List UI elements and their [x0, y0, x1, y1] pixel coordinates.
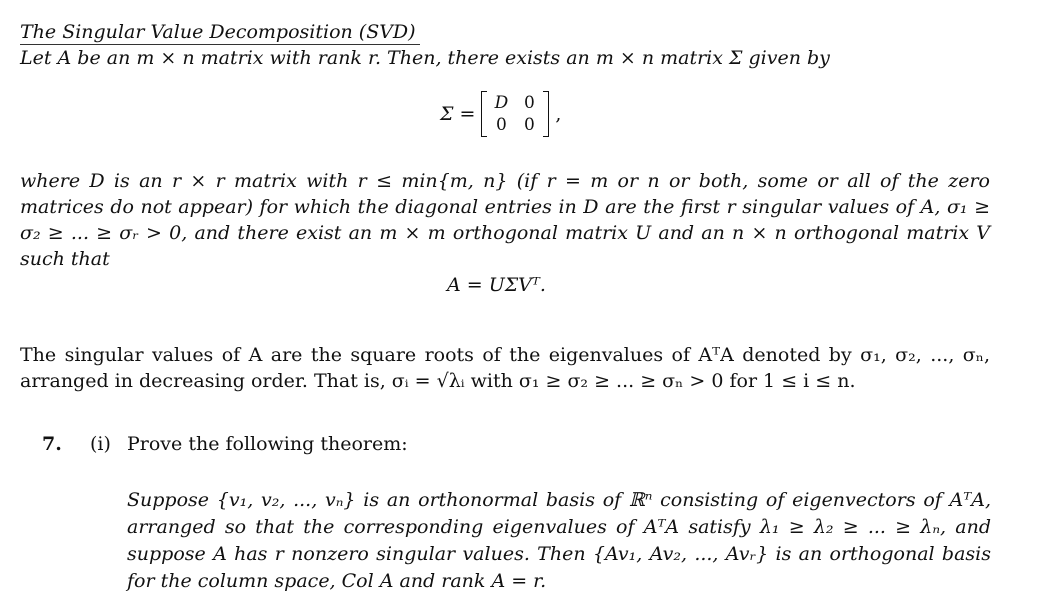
question-number: 7. — [42, 433, 62, 455]
sigma-lhs: Σ = — [440, 103, 476, 125]
matrix-cell-d: D — [494, 93, 509, 113]
where-paragraph: where D is an r × r matrix with r ≤ min{m, n} (if r = m or n or both, some or all of the zero matrices do not appear) for which the diagonal entries in D are the first r singular values of A, σ₁ ≥ σ₂ ≥ ... ≥ σᵣ > 0, and there exist an m × m orthogonal matrix U and an n × n orthogonal matrix V such that — [20, 170, 990, 270]
intro-text: Let A be an m × n matrix with rank r. Then, there exists an m × n matrix Σ given by — [20, 47, 830, 69]
matrix-cell-zero: 0 — [523, 115, 535, 135]
section-title: The Singular Value Decomposition (SVD) — [20, 21, 416, 43]
title-underline — [20, 44, 420, 45]
singular-values-definition: The singular values of A are the square roots of the eigenvalues of AᵀA denoted by σ₁, σ₂, ..., σₙ, arranged in decreasing order. That is, σᵢ = √λᵢ with σ₁ ≥ σ₂ ≥ ... ≥ σₙ > 0 for 1 ≤ i ≤ n. — [20, 344, 990, 392]
theorem-statement: Suppose {v₁, v₂, ..., vₙ} is an orthonormal basis of ℝⁿ consisting of eigenvectors of AᵀA, arranged so that the corresponding eigenvalues of AᵀA satisfy λ₁ ≥ λ₂ ≥ ... ≥ λₙ, and suppose A has r nonzero singular values. Then {Av₁, Av₂, ..., Avᵣ} is an orthogonal basis for the column space, Col A and rank A = r. — [127, 489, 991, 592]
question-text: Prove the following theorem: — [127, 433, 408, 455]
sigma-trailing-comma: , — [555, 103, 562, 125]
block-matrix — [481, 92, 549, 136]
svd-equation: A = UΣVᵀ. — [447, 274, 546, 296]
matrix-cell-zero: 0 — [495, 115, 507, 135]
sigma-definition — [440, 92, 561, 136]
question-part: (i) — [90, 433, 111, 455]
matrix-cell-zero: 0 — [523, 93, 535, 113]
